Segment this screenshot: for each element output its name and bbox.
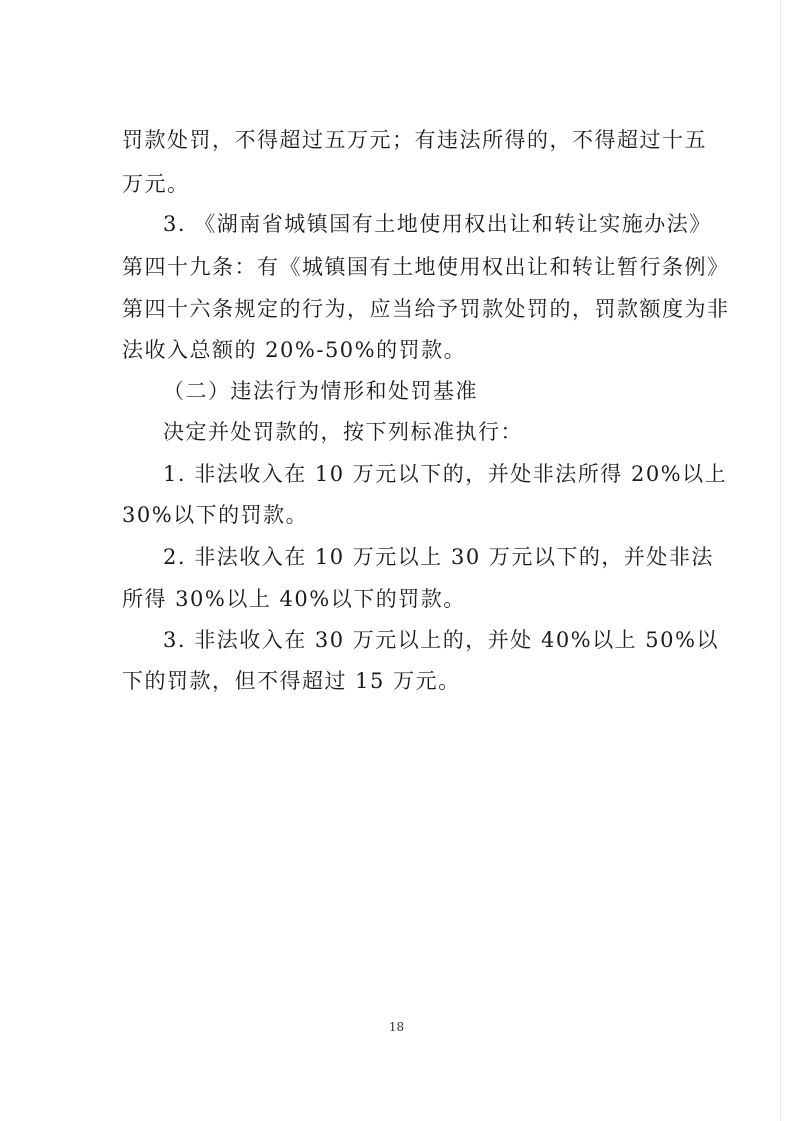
item-2-line-2: 所得 30%以上 40%以下的罚款。: [122, 587, 466, 611]
page-number: 18: [388, 1020, 405, 1034]
paragraph-line-1: 罚款处罚，不得超过五万元；有违法所得的，不得超过十五: [122, 128, 707, 152]
regulation-3-line-2: 第四十九条：有《城镇国有土地使用权出让和转让暂行条例》: [122, 255, 730, 279]
paragraph-line-2: 万元。: [122, 172, 190, 196]
item-1-line-1: 1. 非法收入在 10 万元以下的，并处非法所得 20%以上: [163, 462, 728, 486]
item-3-line-1: 3. 非法收入在 30 万元以上的，并处 40%以上 50%以: [163, 628, 719, 652]
item-3-line-2: 下的罚款，但不得超过 15 万元。: [122, 669, 461, 693]
regulation-3-line-4: 法收入总额的 20%-50%的罚款。: [122, 338, 467, 362]
intro-line: 决定并处罚款的，按下列标准执行：: [163, 420, 523, 444]
item-2-line-1: 2. 非法收入在 10 万元以上 30 万元以下的，并处非法: [163, 545, 714, 569]
scan-edge: [780, 0, 781, 1121]
regulation-3-line-3: 第四十六条规定的行为，应当给予罚款处罚的，罚款额度为非: [122, 297, 730, 321]
item-1-line-2: 30%以下的罚款。: [122, 503, 309, 527]
section-heading: （二）违法行为情形和处罚基准: [163, 379, 478, 403]
regulation-3-title: 3. 《湖南省城镇国有土地使用权出让和转让实施办法》: [163, 212, 712, 236]
